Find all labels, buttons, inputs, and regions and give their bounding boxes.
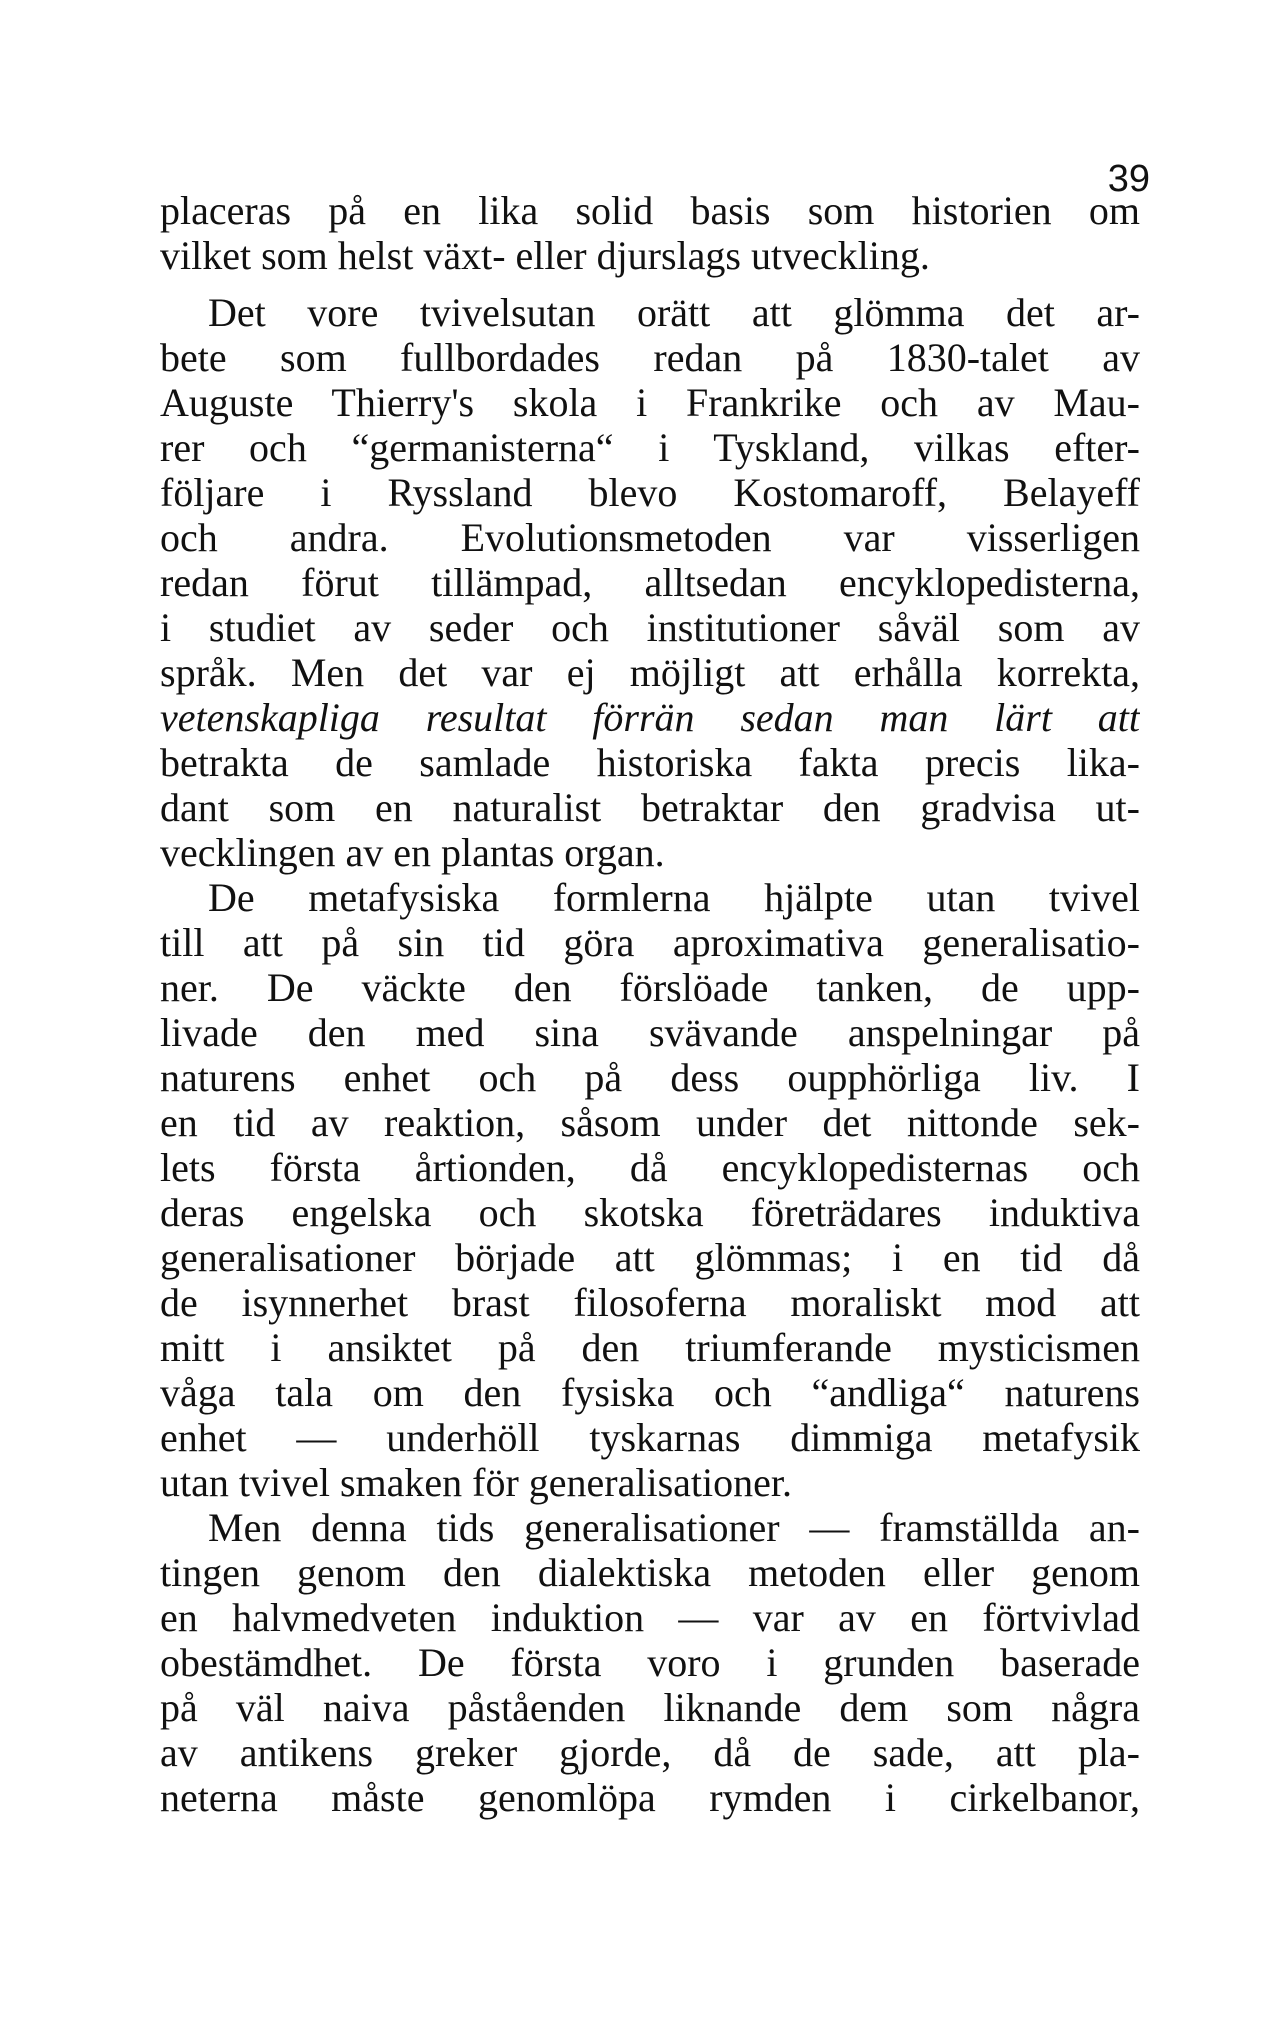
text-line: och andra. Evolutionsmetoden var visserligen bbox=[160, 515, 1140, 560]
paragraph-2 bbox=[160, 290, 1140, 875]
text-line: en halvmedveten induktion — var av en förtvivlad bbox=[160, 1595, 1140, 1640]
text-line: språk. Men det var ej möjligt att erhålla korrekta, bbox=[160, 650, 1140, 695]
text-line: betrakta de samlade historiska fakta precis lika- bbox=[160, 740, 1140, 785]
text-line: våga tala om den fysiska och “andliga“ naturens bbox=[160, 1370, 1140, 1415]
text-line: dant som en naturalist betraktar den gradvisa ut- bbox=[160, 785, 1140, 830]
text-line: ner. De väckte den förslöade tanken, de upp- bbox=[160, 965, 1140, 1010]
paragraph-1 bbox=[160, 188, 1140, 278]
page-number: 39 bbox=[1107, 158, 1150, 200]
text-line: på väl naiva påståenden liknande dem som några bbox=[160, 1685, 1140, 1730]
text-line: följare i Ryssland blevo Kostomaroff, Belayeff bbox=[160, 470, 1140, 515]
text-line: neterna måste genomlöpa rymden i cirkelbanor, bbox=[160, 1775, 1140, 1820]
paragraph-4 bbox=[160, 1505, 1140, 1820]
text-line: Auguste Thierry's skola i Frankrike och av Mau- bbox=[160, 380, 1140, 425]
text-line-italic: vetenskapliga resultat förrän sedan man lärt att bbox=[160, 695, 1140, 740]
text-line: i studiet av seder och institutioner såväl som av bbox=[160, 605, 1140, 650]
text-line: av antikens greker gjorde, då de sade, att pla- bbox=[160, 1730, 1140, 1775]
text-line: mitt i ansiktet på den triumferande mysticismen bbox=[160, 1325, 1140, 1370]
text-line: rer och “germanisterna“ i Tyskland, vilkas efter- bbox=[160, 425, 1140, 470]
text-line: redan förut tillämpad, alltsedan encyklopedisterna, bbox=[160, 560, 1140, 605]
text-line: De metafysiska formlerna hjälpte utan tvivel bbox=[208, 875, 1140, 920]
text-line: obestämdhet. De första voro i grunden baserade bbox=[160, 1640, 1140, 1685]
text-line: en tid av reaktion, såsom under det nittonde sek- bbox=[160, 1100, 1140, 1145]
text-line: naturens enhet och på dess oupphörliga liv. I bbox=[160, 1055, 1140, 1100]
text-line: tingen genom den dialektiska metoden eller genom bbox=[160, 1550, 1140, 1595]
text-line: generalisationer började att glömmas; i en tid då bbox=[160, 1235, 1140, 1280]
text-line: placeras på en lika solid basis som historien om bbox=[160, 188, 1140, 233]
text-line: Men denna tids generalisationer — framställda an- bbox=[208, 1505, 1140, 1550]
text-line: vecklingen av en plantas organ. bbox=[160, 830, 665, 875]
text-line: bete som fullbordades redan på 1830-talet av bbox=[160, 335, 1140, 380]
text-line: deras engelska och skotska företrädares induktiva bbox=[160, 1190, 1140, 1235]
text-line: de isynnerhet brast filosoferna moraliskt mod att bbox=[160, 1280, 1140, 1325]
text-line: Det vore tvivelsutan orätt att glömma det ar- bbox=[208, 290, 1140, 335]
paragraph-3 bbox=[160, 875, 1140, 1505]
text-line: lets första årtionden, då encyklopedisternas och bbox=[160, 1145, 1140, 1190]
text-line: enhet — underhöll tyskarnas dimmiga metafysik bbox=[160, 1415, 1140, 1460]
text-line: till att på sin tid göra aproximativa generalisatio- bbox=[160, 920, 1140, 965]
text-line: livade den med sina svävande anspelningar på bbox=[160, 1010, 1140, 1055]
text-line: vilket som helst växt- eller djurslags utveckling. bbox=[160, 233, 930, 278]
text-line: utan tvivel smaken för generalisationer. bbox=[160, 1460, 793, 1505]
